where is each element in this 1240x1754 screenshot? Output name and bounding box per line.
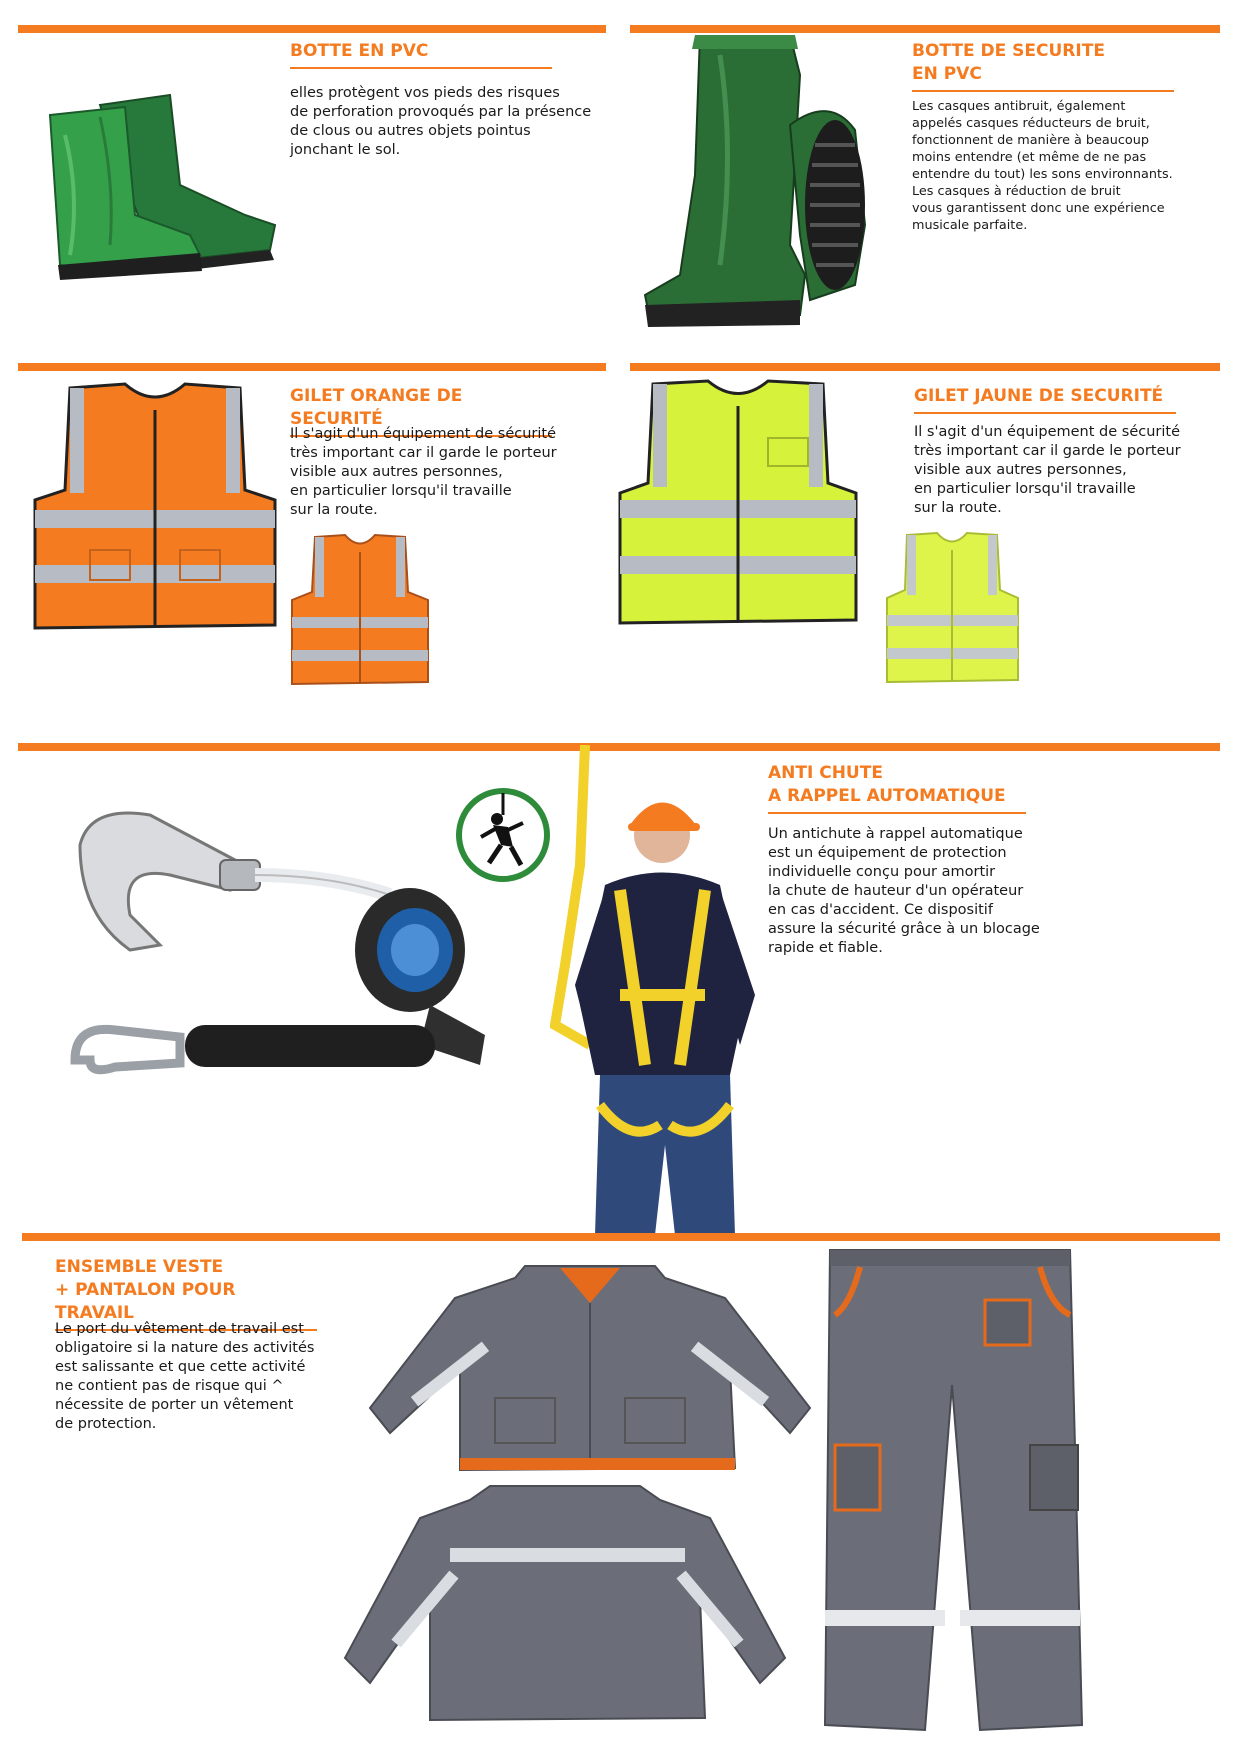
safety-boot-image [640,35,880,330]
fall-hazard-icon [453,785,553,885]
orange-vest-title: GILET ORANGE DE SECURITÉ [290,385,552,437]
work-jacket-icon [365,1258,815,1473]
work-jacket-back-image [340,1478,790,1728]
rubber-boot-icon [640,35,880,330]
safety-boot-description: Les casques antibruit, également appelés casques réducteurs de bruit, fonctionnent de manière à beaucoup moins entendre (et même de ne pas entendre du tout) les sons environnants. Les casques à réduction de bruit vous garantissent donc une expérience musicale parfaite. [912,99,1173,233]
pvc-boots-image [30,75,280,280]
fall-arrester-title: ANTI CHUTE A RAPPEL AUTOMATIQUE [768,762,1026,814]
work-jacket-icon [340,1478,790,1728]
rubber-boot-icon [30,75,280,280]
pvc-boot-description: elles protègent vos pieds des risques de perforation provoqués par la présence de clous ou autres objets pointus jonchant le sol. [290,85,592,158]
section-divider-yellow-vest [630,363,1220,371]
section-divider-orange-vest [18,363,606,371]
yellow-vest-title: GILET JAUNE DE SECURITÉ [914,385,1176,414]
orange-vest-small-image [290,532,430,687]
section-divider-safety-boot [630,25,1220,33]
harness-worker-icon [550,745,780,1235]
orange-vest-large-image [30,380,280,630]
work-trousers-icon [820,1245,1085,1735]
work-trousers-image [820,1245,1085,1735]
safety-vest-icon [290,532,430,687]
safety-boot-title: BOTTE DE SECURITE EN PVC [912,40,1174,92]
yellow-vest-large-image [618,378,858,628]
workwear-title: ENSEMBLE VESTE + PANTALON POUR TRAVAIL [55,1256,317,1331]
safety-vest-icon [30,380,280,630]
yellow-vest-description: Il s'agit d'un équipement de sécurité très important car il garde le porteur visible aux autres personnes, en particulier lorsqu'il travaille sur la route. [914,424,1181,516]
safety-vest-icon [885,530,1020,685]
fall-arrester-description: Un antichute à rappel automatique est un équipement de protection individuelle conçu pour amortir la chute de hauteur d'un opérateur en cas d'accident. Ce dispositif assure la sécurité grâce à un blocage rapide et fiable. [768,826,1040,956]
section-divider-workwear [22,1233,1220,1241]
orange-vest-description: Il s'agit d'un équipement de sécurité très important car il garde le porteur visible aux autres personnes, en particulier lorsqu'il travaille sur la route. [290,426,557,518]
workwear-description: Le port du vêtement de travail est obligatoire si la nature des activités est salissante et que cette activité ne contient pas de risque qui ^ nécessite de porter un vêtement de protection. [55,1321,315,1432]
harness-worker-image [550,745,780,1235]
section-divider-pvc-boot [18,25,606,33]
safety-vest-icon [618,378,858,628]
pvc-boot-title: BOTTE EN PVC [290,40,552,69]
yellow-vest-small-image [885,530,1020,685]
work-jacket-front-image [365,1258,815,1473]
